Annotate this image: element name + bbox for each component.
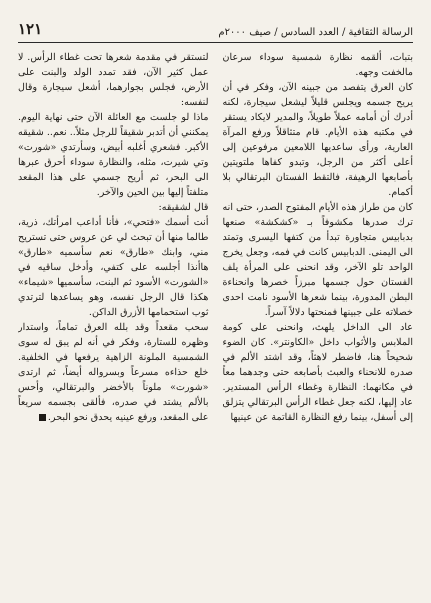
paragraph: بتبات، ألقمه نظارة شمسية سوداء سرعان مالخفت وجهه. [222, 52, 413, 78]
running-head: الرسالة الثقافية / العدد السادس / صيف ٢٠٠٠م [218, 27, 413, 38]
text-columns [18, 50, 413, 589]
page-number: ١٢١ [18, 20, 43, 38]
paragraph: لتستقر في مقدمة شعرها تحت غطاء الرأس. لا عمل كثير الآن، فقد تمدد الولد والبنت على الأرض، فجلس بجوارهما، أشعل سيجارة وقال لنفسه: [18, 52, 209, 108]
end-of-story-mark [39, 414, 46, 421]
left-column [18, 50, 209, 589]
paragraph: كان من طراز هذه الأيام المفتوح الصدر، حتى انه ترك صدرها مكشوفاً بـ «كشكشة» صنعها بدبابيس متجاورة تبدأ من كتفها اليسرى وتمتد الى اليمنى. الدبابيس كانت في فمه، وجعل يخرج الواحد تلو الآخر، وقد انحنى على المرأة يلف الفستان حول جسمها مبرزاً خصرها وانحناءة البطن المدورة، بينما شعرها الأسود نامت احدى خصلاته على جبينها فمنحتها دلالاً آسراً. [222, 202, 413, 318]
paragraph: عاد الى الداخل يلهث، وانحنى على كومة الملابس والأثواب داخل «الكاونتر». كان الضوء شحيحاً هنا، فاضطر لاهثاً، وقد اشتد الألم في صدره للانحناء والعبث بأصابعه حتى وجدهما معاً في مكانهما: النظارة وغطاء الرأس المستدير. عاد إليها، لكنه جعل غطاء الرأس البرتقالي يتزلق إلى أسفل، بينما رفع النظارة القاتمة عن عينيها [222, 322, 413, 423]
paragraph: أنت أسمك «فتحي»، فأنا أداعب امرأتك، ذرية، طالما منها أن تبحث لي عن عروس حتى تستريح مني، وابنك «طارق» نعم سأسميه «طارق» هاأنذا أجلسه على كتفي، وأدخل ساقيه في «الشورت» الأسود ثم البنت، سأسميها «شيماء» هكذا قال الرجل نفسه، وهو يساعدها لترتدي ثوب استحمامها الأزرق الداكن. [18, 217, 209, 318]
paragraph: ماذا لو جلست مع العائلة الآن حتى نهاية اليوم. يمكنني أن أتدبر شقيقاً للرجل مثلاً.. نعم.. شقيقه الأكبر. فشعري أغلبه أبيض، وسأرتدي «شورت» وتي شيرت، مثله، والنظارة سوداء أحرق عبرها الى البحر، ثم أريح جسمي على هذا المقعد متلفتاً إليها بين الحين والآخر. [18, 112, 209, 198]
header-rule [18, 42, 413, 43]
right-column [223, 50, 414, 589]
paragraph: كان العرق يتفصد من جبينه الآن، وفكر في أن يريح جسمه ويجلس قليلاً ليشعل سيجارة، لكنه أدرك أن أمامه عملاً طويلاً، والمدير لايكاد يستقر في مكتبه هذه الأيام. قام متثاقلاً ورفع المرآة العارية، ورأى ساعديها اللامعين مرفوعين إلى أعلى أكثر من الرجل، وتبدو كفاها ملتويتين بأصابعها الرهيفة، فالتقط الفستان البرتقالي بلا أكمام. [222, 82, 413, 198]
paragraph-last [18, 320, 209, 425]
paragraph-text: سحب مقعداً وقد بلله العرق تماماً، واستدار وظهره للستارة، وفكر في أنه لم يبق له سوى الشمسية الملونة الزاهية يرفعها في الخلفية. خلع حذاءه مسرعاً وبسرواله أيضاً، ثم ارتدى «شورت» ملوناً بالأخضر والبرتقالي، وأحس بالألم يشتد في صدره، فألقى بجسمه سريعاً على المقعد، ورفع عينيه يحدق نحو البحر. [18, 322, 209, 423]
paragraph: قال لشقيقه: [158, 202, 209, 213]
page-header [18, 16, 413, 38]
